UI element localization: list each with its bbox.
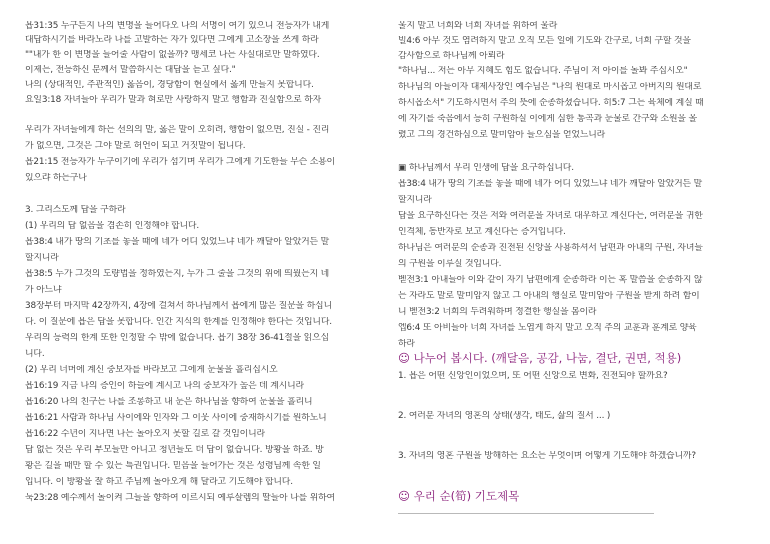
- right-text-line: 벧전3:1 아내들아 이와 같이 자기 남편에게 순종하라 이는 혹 말씀을 순종하지 않: [398, 275, 703, 285]
- right-text-line: 감사함으로 하나님께 아뢰라: [398, 51, 505, 61]
- left-text-line: 눅23:28 예수께서 돌이켜 그들을 향하여 이르시되 예루살렘의 딸들아 나를 위하여: [25, 493, 335, 503]
- right-text-line: 울지 말고 너희와 너희 자녀를 위하여 울라: [398, 21, 558, 31]
- right-text-line: 욥38:4 내가 땅의 기초를 놓을 때에 네가 어디 있었느냐 네가 깨달아 알았거든 말: [398, 179, 703, 189]
- right-heading: ☺ 우리 순(筍) 기도제목: [398, 489, 520, 503]
- left-text-line: 38장부터 마지막 42장까지, 4장에 걸쳐서 하나님께서 욥에게 많은 질문을 하십니: [25, 301, 332, 311]
- right-text-line: 에 자기를 죽음에서 능히 구원하실 이에게 심한 통곡과 눈물로 간구와 소원을 올: [398, 114, 697, 124]
- left-text-line: 이제는, 전능하신 분께서 말씀하시는 대답을 듣고 싶다.": [25, 65, 236, 75]
- right-text-line: 하라: [398, 339, 415, 349]
- left-text-line: 있으랴 하는구나: [25, 173, 87, 183]
- right-text-line: ▣ 하나님께서 우리 인생에 답을 요구하십니다.: [398, 163, 574, 173]
- left-text-line: 3. 그리스도께 답을 구하라: [25, 205, 126, 215]
- left-text-line: 입니다. 이 방황을 잘 하고 주님께 돌아오게 해 달라고 기도해야 합니다.: [25, 477, 293, 487]
- left-text-line: 욥16:20 나의 친구는 나를 조롱하고 내 눈은 하나님을 향하여 눈물을 흘리니: [25, 397, 313, 407]
- left-text-line: 가 아느냐: [25, 285, 62, 295]
- left-text-line: 답 없는 것은 우리 부모들만 아니고 청년들도 더 답이 없습니다. 방황을 하죠. 방: [25, 445, 324, 455]
- left-text-line: 가 없으면, 그것은 그야 말로 허언이 되고 거짓말이 됩니다.: [25, 141, 246, 151]
- right-text-line: 인격체, 동반자로 보고 계신다는 증거입니다.: [398, 227, 566, 237]
- right-text-line: 엡6:4 또 아비들아 너희 자녀를 노엽게 하지 말고 오직 주의 교훈과 훈계로 양육: [398, 323, 697, 333]
- left-text-line: 욥38:4 내가 땅의 기초를 놓을 때에 네가 어디 있었느냐 네가 깨달아 알았거든 말: [25, 237, 330, 247]
- left-text-line: 대답하시기를 바라노라 나를 고발하는 자가 있다면 그에게 고소장을 쓰게 하라: [25, 35, 319, 45]
- right-text-line: 1. 욥은 어떤 신앙인이었으며, 또 어떤 신앙으로 변화, 진전되야 할까요?: [398, 371, 668, 381]
- left-text-line: 니다.: [25, 349, 45, 359]
- left-text-line: 욥16:19 지금 나의 증인이 하늘에 계시고 나의 중보자가 높은 데 계시니라: [25, 381, 304, 391]
- left-text-line: 황은 길을 때만 할 수 있는 특권입니다. 믿음을 들어가는 것은 성령님께 속한 일: [25, 461, 321, 471]
- right-text-line: 렸고 그의 경건하심으로 말미암아 들으심을 얻었느니라: [398, 130, 606, 140]
- left-text-line: 욥16:22 수년이 지나면 나는 돌아오지 못할 길로 갈 것임이니라: [25, 429, 265, 439]
- right-text-line: 는 자라도 말로 말미암지 않고 그 아내의 행실로 말미암아 구원을 받게 하려 함이: [398, 291, 700, 301]
- right-text-line: 하나님의 아들이자 대제사장인 예수님은 "나의 원대로 마시옵고 아버지의 원대로: [398, 82, 702, 92]
- right-text-line: 3. 자녀의 영혼 구원을 방해하는 요소는 무엇이며 어떻게 기도해야 하겠습니까?: [398, 451, 696, 461]
- left-text-line: 욥21:15 전능자가 누구이기에 우리가 섬기며 우리가 그에게 기도한들 무슨 소용이: [25, 157, 335, 167]
- right-text-line: 빌4:6 아무 것도 염려하지 말고 오직 모든 일에 기도와 간구로, 너희 구할 것을: [398, 36, 691, 46]
- left-text-line: (1) 우리의 답 없음을 겸손히 인정해야 합니다.: [25, 221, 200, 231]
- prayer-topics-underline: [398, 513, 654, 514]
- left-text-line: 나의 (상대적인, 주관적인) 옳음이, 경당함이 현실에서 옳게 만들지 못합니다.: [25, 80, 314, 90]
- left-text-line: 우리의 능력의 한계 또한 인정할 수 밖에 없습니다. 욥기 38장 36-41절을 읽으십: [25, 333, 329, 343]
- right-text-line: 할지니라: [398, 195, 432, 205]
- right-text-line: 하나님은 여러분의 순종과 진전된 신앙을 사용하셔서 남편과 아내의 구원, 자녀들: [398, 243, 703, 253]
- left-text-line: 욥31:35 누구든지 나의 변명을 들어다오 나의 서명이 여기 있으니 전능자가 내게: [25, 21, 330, 31]
- left-text-line: 요일3:18 자녀들아 우리가 말과 혀로만 사랑하지 말고 행함과 진실함으로 하자: [25, 95, 322, 105]
- left-text-line: (2) 우리 너머에 계신 중보자를 바라보고 그에게 눈물을 흘리십시오: [25, 365, 278, 375]
- left-text-line: 욥16:21 사람과 하나님 사이에와 인자와 그 이웃 사이에 중재하시기를 원하노니: [25, 413, 327, 423]
- left-text-line: 다. 이 질문에 욥은 답을 못합니다. 인간 지식의 한계를 인정해야 한다는 것입니다.: [25, 317, 332, 327]
- right-text-line: 의 구원을 이루실 것입니다.: [398, 259, 502, 269]
- right-text-line: "하나님... 저는 아무 지혜도 힘도 없습니다. 주님이 저 아이를 돌봐 주십시오": [398, 66, 688, 76]
- right-text-line: 답을 요구하신다는 것은 저와 여러분을 자녀로 대우하고 계신다는, 여러분을 귀한: [398, 211, 703, 221]
- left-text-line: ""내가 한 이 변명을 들어줄 사람이 없을까? 맹세코 나는 사실대로만 말하였다.: [25, 50, 320, 60]
- right-text-line: 하시옵소서" 기도하시면서 주의 뜻에 순종하셨습니다. 히5:7 그는 육체에 계실 때: [398, 98, 704, 108]
- right-text-line: 니 벧전3:2 너희의 두려워하며 정결한 행실을 봄이라: [398, 307, 597, 317]
- left-text-line: 우리가 자녀들에게 하는 선의의 말, 옳은 말이 오히려, 행함이 없으면, 진실 - 진리: [25, 125, 330, 135]
- right-text-line: 2. 여러분 자녀의 영혼의 상태(생각, 태도, 삶의 질서 ... ): [398, 411, 611, 421]
- left-text-line: 할지니라: [25, 253, 59, 263]
- right-heading: ☺ 나누어 봅시다. (깨달음, 공감, 나눔, 결단, 권면, 적용): [398, 351, 682, 365]
- left-text-line: 욥38:5 누가 그것의 도량법을 정하였는지, 누가 그 줄을 그것의 위에 띄웠는지 네: [25, 269, 330, 279]
